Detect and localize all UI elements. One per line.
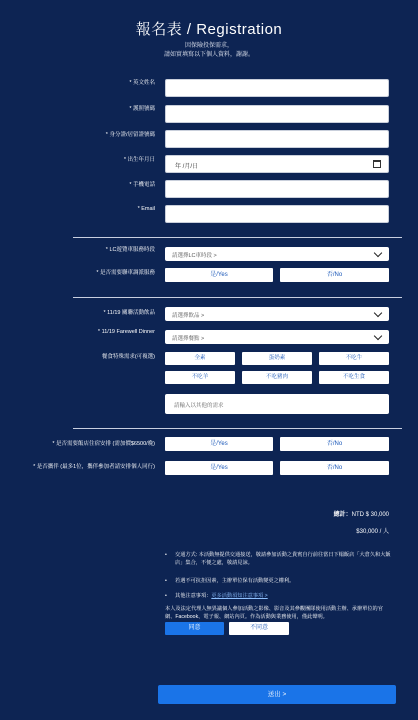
companion-no-button[interactable]: 否/No	[280, 461, 389, 475]
chevron-down-icon	[374, 332, 382, 340]
name-input[interactable]	[165, 79, 389, 97]
diet-option-no-pork[interactable]: 不吃豬肉	[242, 371, 312, 384]
lc-invite-yes-button[interactable]: 是/Yes	[165, 268, 273, 282]
total-value: NTD $ 30,000	[351, 512, 389, 518]
divider	[73, 428, 402, 429]
dob-label: * 出生年月日	[123, 157, 155, 163]
lc-service-label: * LC遊覽車服務時段	[105, 247, 155, 253]
farewell-dinner-value: 請選擇餐點 >	[172, 336, 205, 342]
name-label: * 英文姓名	[129, 80, 155, 86]
disagree-button[interactable]: 不同意	[229, 622, 289, 635]
more-info-link[interactable]: 更多活動須知注意事項 >	[211, 593, 268, 599]
subtitle-line-2: 請如實填寫以下個人資料，謝謝。	[163, 52, 254, 58]
diet-other-placeholder: 請輸入以其他的需求	[174, 403, 224, 409]
divider	[73, 297, 402, 298]
diet-option-lacto-ovo[interactable]: 蛋奶素	[242, 352, 312, 365]
phone-input[interactable]	[165, 180, 389, 198]
party-drink-value: 請選擇飲品 >	[172, 313, 205, 319]
companion-yes-button[interactable]: 是/Yes	[165, 461, 273, 475]
consent-text: 本人及法定代理人無異議個人參加活動之影像、影音及其參觀團隊使用活動主辦、承辦單位的官網、Facebook、電子報、網站內頁。作為活動與業務使用，僅此聲明。	[165, 606, 383, 620]
chevron-down-icon	[374, 309, 382, 317]
dob-input[interactable]	[165, 155, 389, 173]
per-person-price: $30,000 / 人	[356, 529, 389, 535]
bullet-icon: •	[165, 552, 167, 558]
diet-option-vegan[interactable]: 全素	[165, 352, 235, 365]
lc-invite-label: * 是否需要聯車調派服務	[96, 270, 155, 276]
bullet-icon: •	[165, 593, 167, 599]
total-label: 總計：	[333, 512, 352, 518]
bullet-icon: •	[165, 578, 167, 584]
phone-label: * 手機電話	[129, 182, 155, 188]
diet-option-no-beef[interactable]: 不吃牛	[319, 352, 389, 365]
note-other	[165, 592, 391, 600]
dob-placeholder: 年 /月/日	[175, 164, 199, 170]
diet-option-no-raw[interactable]: 不吃生食	[319, 371, 389, 384]
lc-service-select[interactable]	[165, 247, 389, 261]
subtitle-line-1: 因保險投保需求，	[184, 43, 233, 49]
passport-label: * 護照號碼	[129, 106, 155, 112]
hotel-yes-button[interactable]: 是/Yes	[165, 437, 273, 451]
total-price	[334, 509, 389, 518]
note-other-prefix: 其他注意事項：	[175, 593, 212, 599]
hotel-label: * 是否需要飯店住宿安排 (需加價$6500/晚)	[52, 441, 155, 447]
email-input[interactable]	[165, 205, 389, 223]
party-drink-select[interactable]	[165, 307, 389, 321]
lc-service-value: 請選擇LC車時段 >	[172, 253, 217, 259]
id-label: * 身分證/居留證號碼	[105, 132, 155, 138]
party-drink-label: * 11/19 關聯活動飲品	[103, 310, 155, 316]
page-title: 報名表 / Registration	[135, 21, 283, 38]
farewell-dinner-select[interactable]	[165, 330, 389, 344]
passport-input[interactable]	[165, 105, 389, 123]
diet-option-no-lamb[interactable]: 不吃羊	[165, 371, 235, 384]
farewell-dinner-label: * 11/19 Farewell Dinner	[97, 329, 155, 335]
lc-invite-no-button[interactable]: 否/No	[280, 268, 389, 282]
chevron-down-icon	[374, 249, 382, 257]
hotel-no-button[interactable]: 否/No	[280, 437, 389, 451]
note-force-majeure	[165, 577, 391, 585]
note-force-majeure-text: 若遇不可抗拒因素，主辦單位保有活動變更之權利。	[175, 578, 295, 584]
note-transport-text: 交通方式: 本活動無提供交通接送，敬請參加活動之貴賓自行前往當日下榻飯店「大倉久和大飯店」集合，不便之處，敬請見諒。	[175, 552, 391, 566]
submit-button[interactable]: 送出 >	[158, 685, 396, 704]
note-transport	[165, 551, 391, 567]
diet-other-textarea[interactable]	[165, 394, 389, 414]
id-input[interactable]	[165, 130, 389, 148]
calendar-icon[interactable]	[373, 160, 381, 168]
companion-label: * 是否攜伴 (最多1位，攜伴參加者請安排個人同行)	[33, 464, 155, 470]
page-subtitle	[0, 42, 418, 60]
divider	[73, 237, 402, 238]
agree-button[interactable]: 同意	[165, 622, 224, 635]
diet-label: 餐食特殊需求(可複選)	[101, 354, 155, 360]
email-label: * Email	[137, 206, 155, 212]
